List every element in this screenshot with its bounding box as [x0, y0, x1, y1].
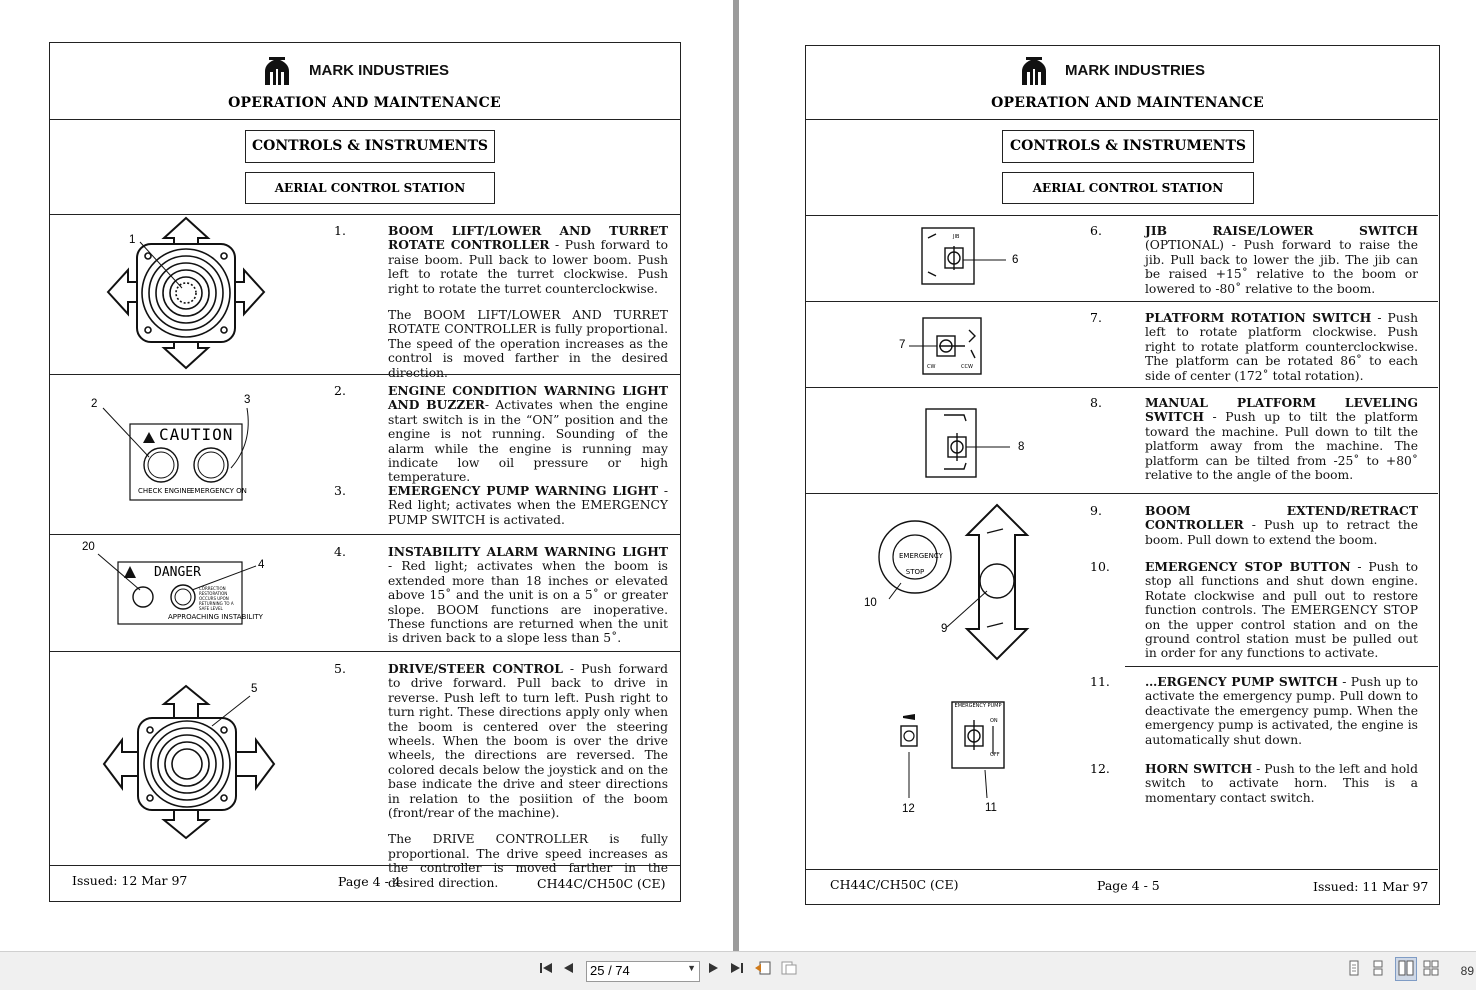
item-text: - Push to the left and hold switch to activate horn. This is a momentary contact switch. — [1145, 762, 1418, 805]
divider — [805, 301, 1438, 302]
item-title: JIB RAISE/LOWER SWITCH — [1145, 223, 1418, 238]
check-engine-label: CHECK ENGINE — [138, 487, 192, 495]
mark-logo — [1020, 57, 1048, 87]
item-number: 2. — [334, 383, 346, 398]
drive-controller-figure — [100, 684, 280, 842]
on-label: ON — [990, 718, 998, 724]
callout-2: 2 — [91, 398, 98, 410]
item-title: BOOM LIFT/LOWER AND TURRET ROTATE CONTROLLER — [388, 223, 668, 253]
footer-model: CH44C/CH50C (CE) — [830, 877, 959, 892]
platform-leveling-figure — [924, 407, 1024, 481]
item-note: The DRIVE CONTROLLER is fully proportional. The drive speed increases as the controller is moved farther in the desired direction. — [388, 832, 668, 890]
callout-11: 11 — [985, 802, 997, 814]
viewer-toolbar — [0, 951, 1476, 990]
item-text: - Push to stop all functions and shut down engine. Rotate clockwise and pull out to restore function controls. The EMERGENCY STOP on the upper control station and on the ground control station must be pulled out in order for any functions to activate. — [1145, 560, 1418, 661]
page-number-field[interactable] — [586, 961, 700, 982]
cw-label: CW — [927, 364, 936, 370]
callout-12: 12 — [902, 803, 915, 815]
estop-label: EMERGENCY STOP — [899, 552, 943, 576]
item-2-description — [388, 384, 668, 497]
platform-rotation-figure — [909, 316, 989, 378]
item-title: …ERGENCY PUMP SWITCH — [1145, 674, 1338, 689]
item-text: - Push forward to drive forward. Pull back to drive in reverse. Push left to turn left. Push right to turn right. These directions apply only when the boom is centered over the steering wheels. When the boom is over the drive wheels, the directions are reversed. The colored decals below the joystick and on the base indicate the drive and steer directions in relation to the posiition of the boom (front/rear of the machine). — [388, 662, 668, 821]
item-11-description — [1145, 675, 1418, 759]
subsection-title: AERIAL CONTROL STATION — [1002, 172, 1254, 204]
mark-logo — [263, 57, 291, 87]
item-title: BOOM EXTEND/RETRACT CONTROLLER — [1145, 503, 1418, 533]
item-text: (OPTIONAL) - Push forward to raise the jib. Pull back to lower the jib. The jib can be raised +15˚ relative to the boom or lowered to -80˚ relative to the boom. — [1145, 238, 1418, 296]
caution-label: CAUTION — [159, 425, 234, 444]
divider — [49, 534, 680, 535]
item-10-description — [1145, 560, 1418, 673]
continuous-view-icon[interactable] — [1370, 960, 1386, 980]
item-7-description — [1145, 311, 1418, 395]
right-page — [739, 0, 1476, 951]
next-page-icon[interactable] — [706, 960, 720, 980]
facing-pages-view-icon[interactable] — [1395, 957, 1417, 981]
item-title: EMERGENCY PUMP WARNING LIGHT — [388, 483, 659, 498]
footer-page: Page 4 - 4 — [338, 874, 401, 889]
divider — [805, 869, 1438, 870]
item-title: MANUAL PLATFORM LEVELING SWITCH — [1145, 395, 1418, 425]
divider — [805, 387, 1438, 388]
item-number: 3. — [334, 483, 346, 498]
divider — [805, 493, 1438, 494]
callout-20: 20 — [82, 541, 95, 553]
item-title: INSTABILITY ALARM WARNING LIGHT — [388, 544, 668, 559]
left-page — [0, 0, 733, 951]
divider — [1125, 666, 1438, 667]
go-forward-icon[interactable] — [780, 960, 798, 980]
item-number: 5. — [334, 661, 346, 676]
footer-page: Page 4 - 5 — [1097, 878, 1160, 893]
item-title: DRIVE/STEER CONTROL — [388, 661, 563, 676]
item-text: - Push left to rotate platform clockwise. Push right to rotate platform counterclockwise. The platform can be rotated 86˚ to each side of center (172˚ total rotation). — [1145, 311, 1418, 383]
item-title: ENGINE CONDITION WARNING LIGHT AND BUZZER — [388, 383, 668, 413]
callout-7: 7 — [899, 339, 906, 351]
facing-continuous-view-icon[interactable] — [1423, 960, 1439, 980]
manual-subtitle: OPERATION AND MAINTENANCE — [228, 95, 501, 111]
callout-5: 5 — [251, 683, 258, 695]
danger-label: DANGER — [154, 565, 201, 580]
item-number: 4. — [334, 544, 346, 559]
item-number: 12. — [1090, 761, 1110, 776]
chevron-down-icon[interactable]: ▼ — [687, 963, 696, 973]
item-text: - Red light; activates when the EMERGENCY PUMP SWITCH is activated. — [388, 484, 668, 527]
single-page-view-icon[interactable] — [1346, 960, 1362, 980]
previous-page-icon[interactable] — [562, 960, 576, 980]
danger-fine-print: CORRECTION RESTORATION OCCURS UPON RETURNING TO A SAFE LEVEL — [199, 586, 234, 611]
item-title: PLATFORM ROTATION SWITCH — [1145, 310, 1372, 325]
item-text: - Push up to activate the emergency pump. Pull down to deactivate the emergency pump. When the emergency pump is activated, the engine is automatically shut down. — [1145, 675, 1418, 747]
divider — [49, 865, 680, 866]
divider — [49, 374, 680, 375]
emergency-on-label: EMERGENCY ON — [190, 487, 247, 495]
page-number-input[interactable] — [587, 962, 670, 979]
item-note: The BOOM LIFT/LOWER AND TURRET ROTATE CONTROLLER is fully proportional. The speed of the operation increases as the control is moved farther in the desired direction. — [388, 308, 668, 380]
item-number: 1. — [334, 223, 346, 238]
item-number: 7. — [1090, 310, 1102, 325]
footer-issued: Issued: 11 Mar 97 — [1313, 879, 1429, 894]
item-number: 6. — [1090, 223, 1102, 238]
divider — [805, 119, 1438, 120]
item-number: 8. — [1090, 395, 1102, 410]
item-5-description — [388, 662, 668, 902]
item-number: 9. — [1090, 503, 1102, 518]
item-6-description — [1145, 224, 1418, 308]
item-12-description — [1145, 762, 1418, 817]
callout-9: 9 — [941, 623, 948, 635]
callout-8: 8 — [1018, 441, 1025, 453]
off-label: OFF — [990, 752, 1000, 758]
item-text: - Push up to tilt the platform toward the machine. Pull down to tilt the platform away from the machine. The platform can be tilted from -25˚ to +80˚ relative to the angle of the boom. — [1145, 410, 1418, 483]
manual-subtitle: OPERATION AND MAINTENANCE — [991, 95, 1264, 111]
footer-issued: Issued: 12 Mar 97 — [72, 873, 188, 888]
zoom-level[interactable]: 89 — [1460, 964, 1474, 978]
divider — [49, 119, 680, 120]
approaching-instability-label: APPROACHING INSTABILITY — [168, 613, 263, 621]
jib-label: JIB — [953, 234, 960, 240]
item-text: - Push up to retract the boom. Pull down to extend the boom. — [1145, 518, 1418, 547]
item-title: EMERGENCY STOP BUTTON — [1145, 559, 1351, 574]
item-8-description — [1145, 396, 1418, 494]
section-title: CONTROLS & INSTRUMENTS — [245, 130, 495, 163]
item-number: 11. — [1090, 674, 1110, 689]
callout-4: 4 — [258, 559, 265, 571]
item-3-description — [388, 484, 668, 539]
item-number: 10. — [1090, 559, 1110, 574]
section-title: CONTROLS & INSTRUMENTS — [1002, 130, 1254, 163]
subsection-title: AERIAL CONTROL STATION — [245, 172, 495, 204]
brand-name: MARK INDUSTRIES — [309, 62, 450, 79]
callout-10: 10 — [864, 597, 877, 609]
go-back-icon[interactable] — [754, 960, 772, 980]
ccw-label: CCW — [961, 364, 973, 370]
divider — [805, 215, 1438, 216]
item-4-description — [388, 545, 668, 658]
turret-controller-figure — [100, 216, 272, 372]
item-title: HORN SWITCH — [1145, 761, 1253, 776]
jib-switch-figure — [920, 226, 1020, 288]
callout-6: 6 — [1012, 254, 1019, 266]
item-1-description — [388, 224, 668, 392]
last-page-icon[interactable] — [729, 960, 745, 980]
item-text: - Push forward to raise boom. Pull back to lower boom. Push left to rotate the turret clockwise. Push right to rotate the turret counterclockwise. — [388, 238, 668, 296]
divider — [49, 214, 680, 215]
item-text: - Activates when the engine start switch is in the “ON” position and the engine is not running. Sounding of the alarm while the engine is running may indicate low oil pressure or high temperature. — [388, 398, 668, 485]
boom-extend-estop-figure — [877, 503, 1037, 663]
item-text: - Red light; activates when the boom is extended more than 18 inches or elevated above 15˚ and the unit is on a 5˚ or greater slope. BOOM functions are inoperative. These functions are returned when the unit is driven back to a slope less than 5˚. — [388, 559, 668, 646]
callout-3: 3 — [244, 394, 251, 406]
brand-name: MARK INDUSTRIES — [1065, 62, 1206, 79]
first-page-icon[interactable] — [538, 960, 554, 980]
item-9-description — [1145, 504, 1418, 559]
emergency-pump-label: EMERGENCY PUMP — [954, 703, 1002, 709]
callout-1: 1 — [129, 234, 136, 246]
divider — [49, 651, 680, 652]
footer-model: CH44C/CH50C (CE) — [537, 876, 666, 891]
